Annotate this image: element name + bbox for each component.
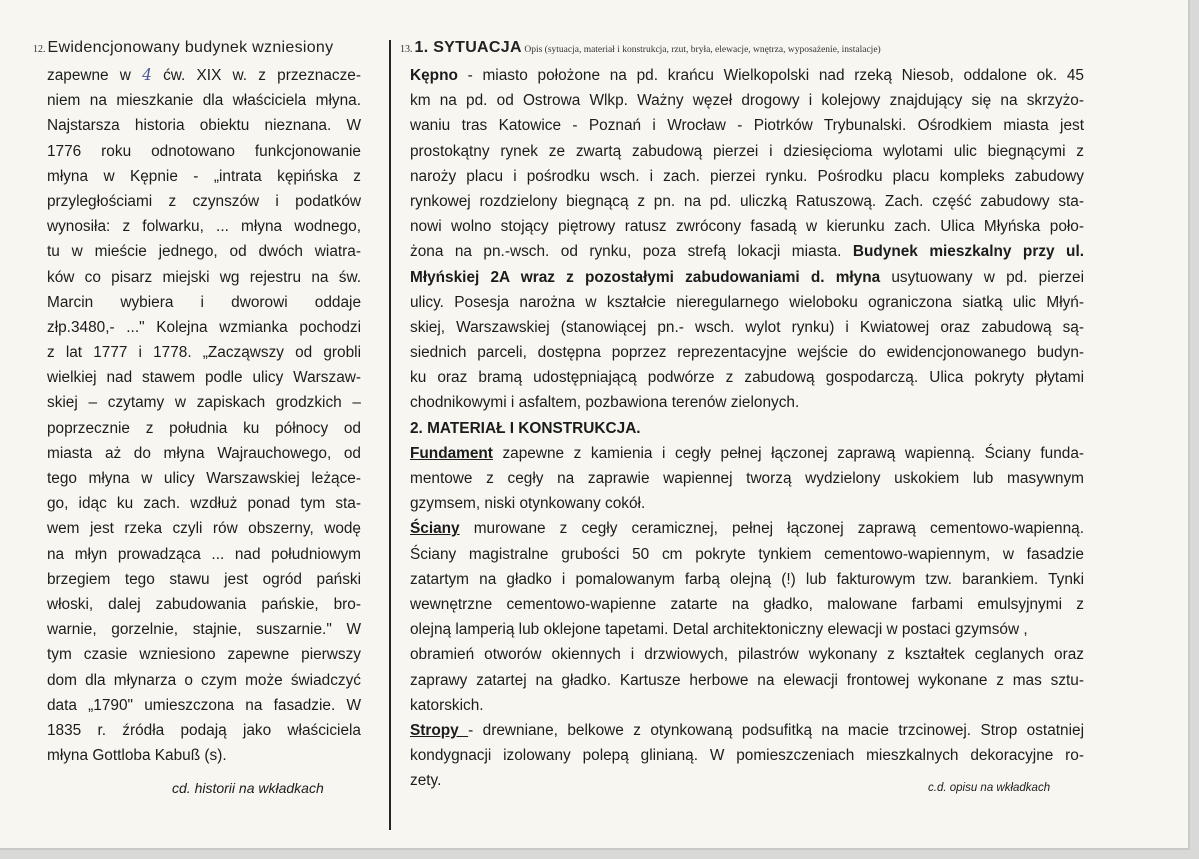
history-text: miasta aż do młyna Wajrauchowego, od [47,444,361,462]
history-text: tym czasie wzniesiono zapewne pierwszy [47,646,361,664]
history-text: na młyn prowadząca ... nad południowym [47,545,361,563]
description-text: ulicy. Posesja narożna w kształcie nieregularnego wieloboku ograniczona siatką ulic Młyń- [410,293,1084,311]
description-line [410,718,1084,743]
bold-term: 2. MATERIAŁ I KONSTRUKCJA. [410,419,641,437]
right-page-number: 13. [400,44,413,55]
description-line [410,139,1084,164]
description-line [410,63,1084,88]
history-line [47,642,361,667]
description-text: prostokątny rynek ze zwartą zabudową pierzei i dziesięcioma wylotami ulic biegnącymi z [410,142,1084,160]
history-text: Marcin wybiera i dworowi oddaje [47,293,361,311]
description-text: rynkowej rozdzielony biegnącą z pn. na pd. uliczką Ratuszową. Zach. część zabudowy sta- [410,192,1084,210]
history-text: włoski, dalej zabudowania pańskie, bro- [47,595,361,613]
description-text: olejną lamperią lub oklejone tapetami. Detal architektoniczny elewacji w postaci gzymsów , [410,621,1028,639]
left-page-header [33,39,333,57]
history-line [47,441,361,466]
description-text: naroży placu i pośrodku wsch. i zach. pierzei rynku. Pośrodku placu kompleks zabudowy [410,167,1084,185]
section-label: Fundament [410,444,493,462]
bold-term: Kępno [410,67,458,84]
description-line [410,265,1084,290]
description-line [410,88,1084,113]
description-line [410,315,1084,340]
description-line [410,390,1084,415]
description-line [410,164,1084,189]
description-text: Ściany magistralne grubości 50 cm pokryte tynkiem cementowo-wapiennym, w fasadzie [410,545,1084,563]
history-line [47,743,361,768]
description-text: żona na pn.-wsch. od rynku, poza strefą lokacji miasta. [410,243,853,261]
history-continued-note: cd. historii na wkładkach [172,780,324,796]
history-text: tu w mieście jednego, od dwóch wiatra- [47,243,361,261]
section-label: Ściany [410,520,460,538]
description-column [410,63,1084,793]
description-text: - drewniane, belkowe z otynkowaną podsufitką na macie trzcinowej. Strop ostatniej [468,721,1084,739]
section-label: Stropy [410,721,469,739]
history-line [47,214,361,239]
history-line [47,390,361,415]
history-text: Najstarsza historia obiektu nieznana. W [47,117,361,135]
history-line [47,617,361,642]
history-line [47,265,361,290]
history-line [47,567,361,592]
left-heading-text: Ewidencjonowany budynek wzniesiony [47,39,334,56]
description-line [410,567,1084,592]
history-line [47,466,361,491]
history-text: wem jest rzeka czyli rów obszerny, wodę [47,520,361,538]
description-text: siednich parceli, dostępna poprzez reprezentacyjne wejście do ewidencjonowanego budyn- [410,344,1084,362]
history-text: brzegiem tego stawu jest ogród pański [47,570,361,588]
description-line [410,365,1084,390]
description-text: skiej, Warszawskiej (stanowiącej pn.- wsch. wylot rynku) i Kwiatowej oraz zabudową są- [410,318,1084,336]
history-text: wynosiła: z folwarku, ... młyna wodnego, [47,218,361,236]
right-page-header [400,39,881,57]
description-text: usytuowany w pd. pierzei [880,268,1084,286]
history-line [47,491,361,516]
description-text: chodnikowymi i asfaltem, pozbawiona terenów zielonych. [410,394,800,412]
description-line [410,491,1084,516]
left-page-number: 12. [33,44,46,55]
description-line [410,441,1084,466]
history-text: skiej – czytamy w zapiskach grodzkich – [47,394,361,412]
description-text: zapewne z kamienia i cegły pełnej łączonej zaprawą wapienną. Ściany funda- [492,444,1084,462]
bold-term: Młyńskiej 2A wraz z pozostałymi zabudowaniami d. młyna [410,268,881,286]
history-text: z lat 1777 i 1778. „Zacząwszy od grobli [47,344,361,362]
history-text: poprzecznie z południa ku północy od [47,419,361,437]
description-text: waniu tras Katowice - Poznań i Wrocław - Piotrków Trybunalski. Ośrodkiem miasta jest [410,117,1084,135]
history-text: przyległościami z czynszów i podatków [47,192,361,210]
history-line [47,365,361,390]
description-text: zatartym na gładko i pomalowanym farbą olejną (!) lub fakturowym tzw. barankiem. Tynki [410,570,1084,588]
description-text: mentowe z cegły na zaprawie wapiennej tworzą wydzielony uskokiem lub masywnym [410,470,1084,487]
description-line [410,642,1084,667]
history-line [47,189,361,214]
history-line [47,239,361,264]
history-text: warnie, gorzelnie, stajnie, suszarnie." W [47,621,361,639]
history-text: ćw. XIX w. z przeznacze- [151,67,361,84]
history-text: złp.3480,- ..." Kolejna wzmianka pochodzi [47,318,361,336]
description-line [410,542,1084,567]
description-text: zaprawy zatartej na gładko. Kartusze herbowe na elewacji frontowej wykonane z mas sztu- [410,671,1084,689]
history-text: 1835 r. źródła podają jako właściciela [47,721,361,739]
description-line [410,693,1084,718]
history-text: tego młyna w ulicy Warszawskiej leżące- [47,470,361,487]
history-line [47,693,361,718]
description-text: nowi wolno stojący piętrowy ratusz zwrócony fasadą w kierunku zach. Ulica Młyńska poło- [410,218,1084,236]
description-text: zety. [410,772,442,790]
history-text: wielkiej nad stawem podle ulicy Warszaw- [47,369,361,387]
history-text: młyna w Kępnie - „intrata kępińska z [47,167,361,185]
history-line [47,139,361,164]
history-line [47,88,361,113]
description-line [410,617,1084,642]
history-line [47,416,361,441]
history-text: ków co pisarz miejski wg rejestru na św. [47,268,361,286]
history-line [47,340,361,365]
history-text: data „1790" umieszczona na fasadzie. W [47,696,361,714]
history-column [47,63,361,768]
description-line [410,592,1084,617]
description-line [410,113,1084,138]
history-line [47,668,361,693]
history-line [47,290,361,315]
history-text: go, idąc ku zach. wzdłuż ponad tym sta- [47,495,361,513]
description-text: murowane z cegły ceramicznej, pełnej łączonej zaprawą cementowo-wapienną. [459,520,1084,538]
history-line [47,164,361,189]
section-title-situation: 1. SYTUACJA [414,39,522,56]
description-text: kondygnacji izolowany polepą glinianą. W pomieszczeniach mieszkalnych dekoracyjne ro- [410,747,1084,765]
description-continued-note: c.d. opisu na wkładkach [928,782,1051,794]
bold-term: Budynek mieszkalny przy ul. [852,243,1084,261]
history-line [47,592,361,617]
right-header-form-caption: Opis (sytuacja, materiał i konstrukcja, rzut, bryła, elewacje, wnętrza, wyposażenie, instalacje) [524,45,881,55]
history-line [47,718,361,743]
history-line [47,113,361,138]
history-text: 1776 roku odnotowano funkcjonowanie [47,142,361,160]
description-text: gzymsem, niski otynkowany cokół. [410,495,646,513]
column-divider [389,40,391,830]
description-line [410,340,1084,365]
handwritten-numeral: 4 [142,66,152,84]
history-text: zapewne w [47,67,143,84]
description-text: katorskich. [410,696,484,714]
history-line [47,315,361,340]
description-text: wewnętrzne cementowo-wapienne zatarte na gładko, malowane farbami emulsyjnymi z [410,595,1084,613]
description-text: ku oraz bramą udostępniającą podwórze z zabudową gospodarczą. Ulica pokryty płytami [410,369,1084,387]
description-line [410,290,1084,315]
history-line [47,516,361,541]
history-text: młyna Gottloba Kabuß (s). [47,747,227,765]
description-line [410,189,1084,214]
description-line [410,416,1084,441]
description-line [410,743,1084,768]
description-line [410,214,1084,239]
description-text: obramień otworów okiennych i drzwiowych, pilastrów wykonany z kształtek ceglanych oraz [410,646,1084,664]
description-line [410,466,1084,491]
history-text: niem na mieszkanie dla właściciela młyna. [47,92,361,110]
description-line [410,668,1084,693]
history-line [47,63,361,88]
history-text: dom dla młynarza o czym może świadczyć [47,671,361,689]
description-line [410,516,1084,541]
history-line [47,542,361,567]
description-text: km na pd. od Ostrowa Wlkp. Ważny węzeł drogowy i kolejowy znajdujący się na skrzyżo- [410,92,1084,110]
description-line [410,239,1084,264]
description-text: - miasto położone na pd. krańcu Wielkopolski nad rzeką Niesob, oddalone ok. 45 [457,67,1084,84]
